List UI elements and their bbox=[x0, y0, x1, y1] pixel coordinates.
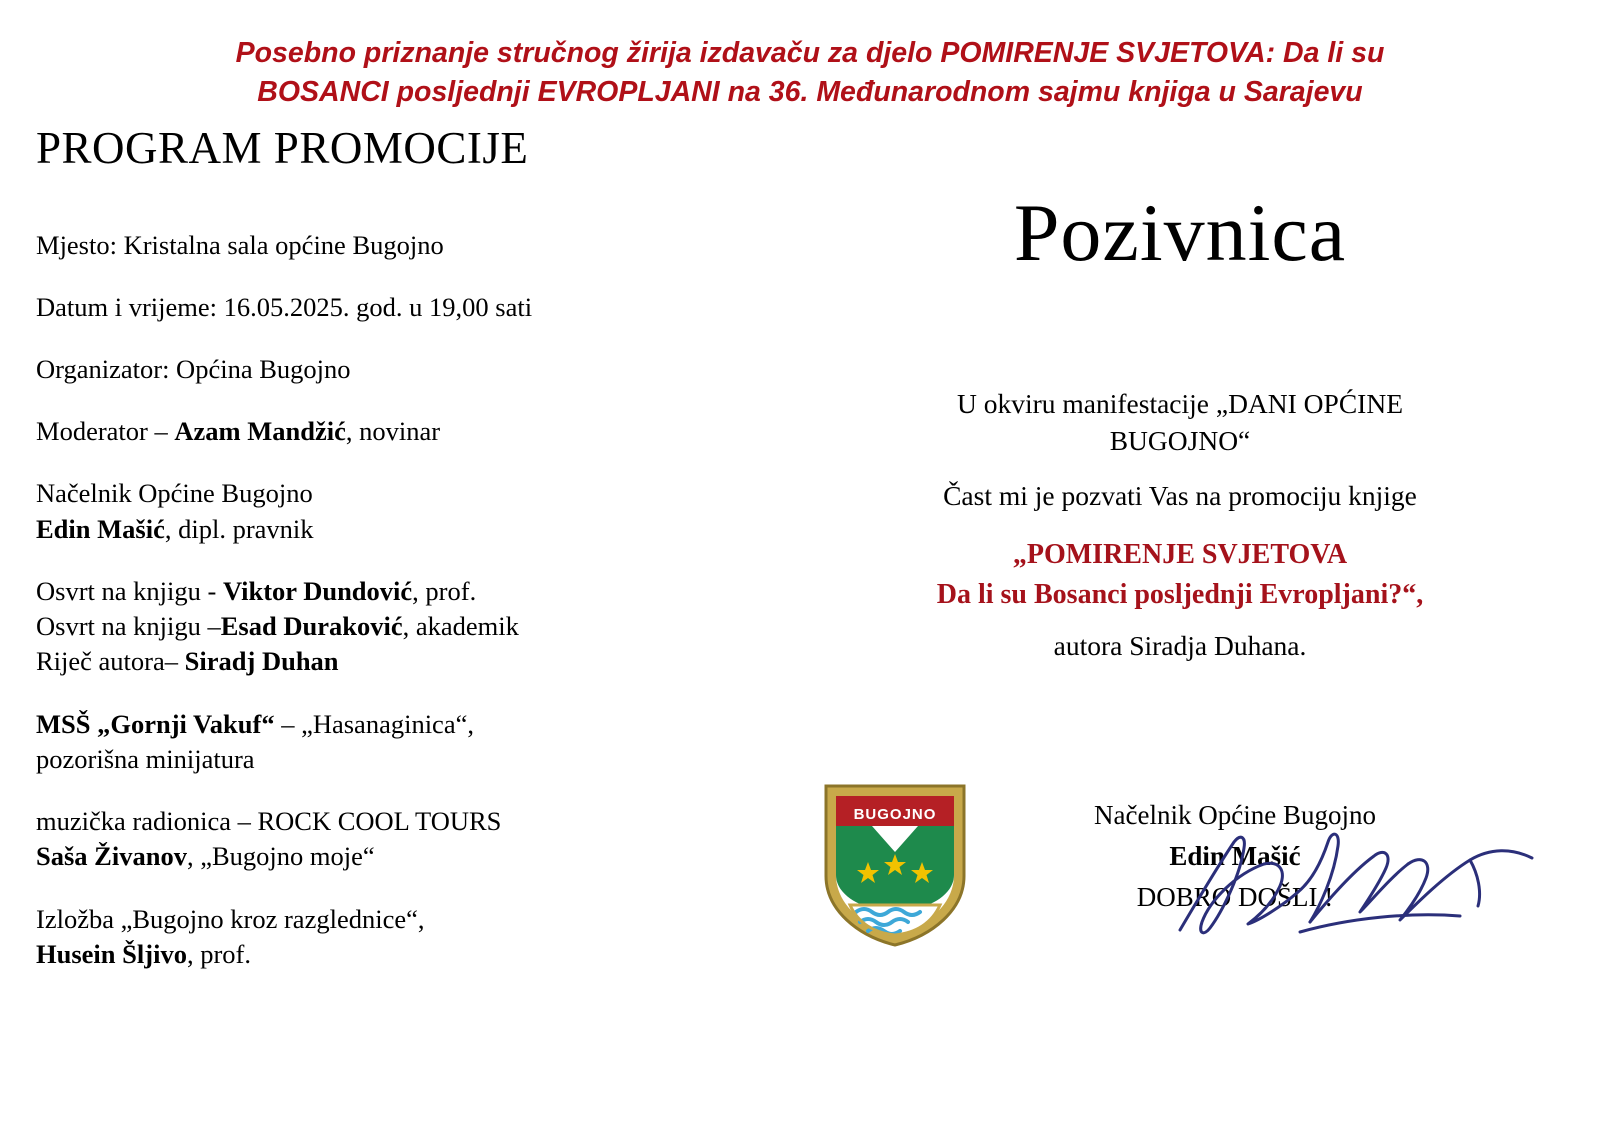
svg-text:BUGOJNO: BUGOJNO bbox=[853, 806, 937, 823]
invitation-column bbox=[810, 187, 1550, 662]
signature-role: Načelnik Općine Bugojno bbox=[1094, 800, 1376, 830]
program-place-text: Mjesto: Kristalna sala općine Bugojno bbox=[36, 229, 444, 260]
invitation-manifestation-line-2: BUGOJNO“ bbox=[1109, 424, 1251, 456]
program-theatre-note: pozorišna minijatura bbox=[36, 743, 255, 774]
program-title: PROGRAM PROMOCIJE bbox=[36, 123, 529, 173]
program-review1-name: Viktor Dundović bbox=[222, 575, 413, 606]
program-reviews bbox=[36, 574, 736, 680]
program-music-name: Saša Živanov bbox=[36, 841, 187, 872]
invitation-manifestation bbox=[810, 386, 1550, 460]
program-exposition-name: Husein Šljivo bbox=[36, 938, 187, 969]
program-exposition bbox=[36, 902, 736, 972]
program-datetime bbox=[36, 290, 736, 325]
program-organizer-text: Organizator: Općina Bugojno bbox=[36, 353, 351, 384]
program-organizer bbox=[36, 352, 736, 387]
signature-name: Edin Mašić bbox=[1169, 841, 1301, 872]
invitation-book-title-line-1: „POMIRENJE SVJETOVA bbox=[1012, 538, 1348, 570]
program-review2-suffix: , akademik bbox=[402, 611, 519, 642]
invitation-book-title-line-2: Da li su Bosanci posljednji Evropljani?“, bbox=[936, 579, 1424, 611]
program-mayor-role: Načelnik Općine Bugojno bbox=[36, 478, 313, 509]
program-datetime-text: Datum i vrijeme: 16.05.2025. god. u 19,00 sati bbox=[36, 291, 533, 322]
award-banner bbox=[110, 34, 1510, 113]
program-author-word-prefix: Riječ autora– bbox=[36, 646, 185, 677]
bugojno-coat-of-arms-icon bbox=[820, 780, 970, 950]
program-moderator-name: Azam Mandžić bbox=[174, 416, 346, 447]
program-theatre-name: MSŠ „Gornji Vakuf“ bbox=[36, 708, 275, 739]
signature-welcome: DOBRO DOŠLI ! bbox=[1136, 882, 1334, 913]
program-theatre bbox=[36, 707, 736, 777]
program-moderator-suffix: , novinar bbox=[345, 416, 441, 447]
invitation-author-line: autora Siradja Duhana. bbox=[1053, 629, 1307, 661]
invitation-book-title bbox=[810, 535, 1550, 616]
program-mayor-name: Edin Mašić bbox=[36, 513, 165, 544]
program-review1-prefix: Osvrt na knjigu - bbox=[36, 575, 223, 606]
program-moderator bbox=[36, 414, 736, 449]
program-moderator-prefix: Moderator – bbox=[36, 416, 175, 447]
program-author-word-name: Siradj Duhan bbox=[184, 646, 339, 677]
program-column bbox=[36, 124, 736, 999]
signature-block bbox=[1000, 795, 1470, 918]
invitation-manifestation-line-1: U okviru manifestacije „DANI OPĆINE bbox=[956, 388, 1403, 420]
program-review1-suffix: , prof. bbox=[412, 575, 477, 606]
invitation-heading: Pozivnica bbox=[1013, 187, 1347, 278]
program-exposition-suffix: , prof. bbox=[186, 938, 251, 969]
program-music-suffix: , „Bugojno moje“ bbox=[186, 841, 375, 872]
award-banner-line-1: Posebno priznanje stručnog žirija izdavaču za djelo POMIRENJE SVJETOVA: Da li su bbox=[235, 37, 1385, 69]
program-exposition-line: Izložba „Bugojno kroz razglednice“, bbox=[36, 903, 425, 934]
program-review2-name: Esad Duraković bbox=[220, 611, 403, 642]
program-music bbox=[36, 804, 736, 874]
program-review2-prefix: Osvrt na knjigu – bbox=[36, 611, 221, 642]
invitation-invite-line: Čast mi je pozvati Vas na promociju knjige bbox=[943, 479, 1417, 511]
program-music-line: muzička radionica – ROCK COOL TOURS bbox=[36, 806, 502, 837]
award-banner-line-2: BOSANCI posljednji EVROPLJANI na 36. Međunarodnom sajmu knjiga u Sarajevu bbox=[257, 76, 1363, 109]
program-mayor bbox=[36, 476, 736, 546]
program-place bbox=[36, 228, 736, 263]
program-mayor-suffix: , dipl. pravnik bbox=[164, 513, 314, 544]
program-theatre-suffix: – „Hasanaginica“, bbox=[274, 708, 474, 739]
